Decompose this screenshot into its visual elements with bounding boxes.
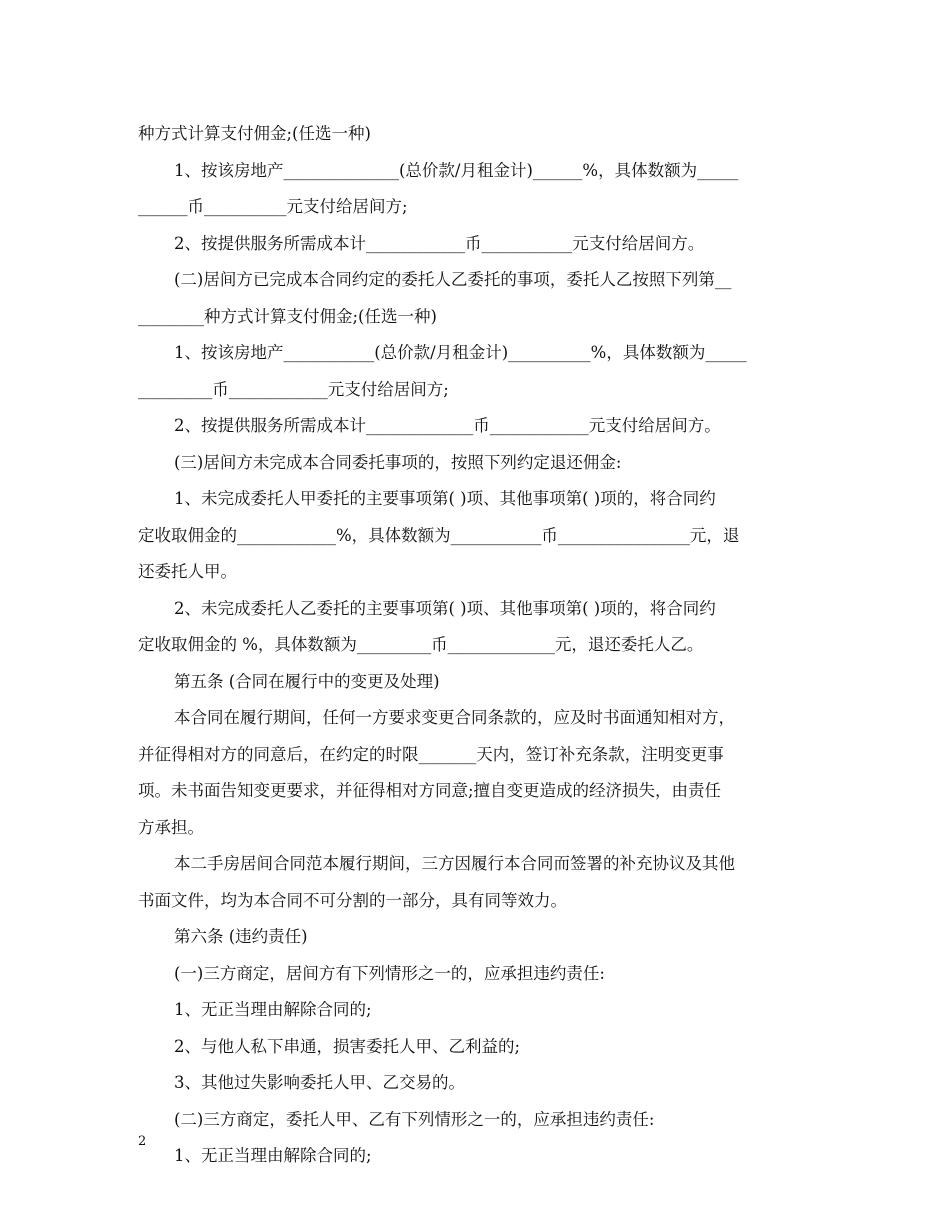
text-line: 还委托人甲。 bbox=[138, 562, 237, 581]
text-line: 定收取佣金的 %，具体数额为_________币_____________元，退还委托人乙。 bbox=[138, 635, 704, 654]
text-line: 3、其他过失影响委托人甲、乙交易的。 bbox=[174, 1073, 465, 1092]
text-line: 1、无正当理由解除合同的; bbox=[174, 1000, 372, 1019]
text-line: (三)居间方未完成本合同委托事项的，按照下列约定退还佣金: bbox=[174, 452, 622, 472]
text-line: 2、未完成委托人乙委托的主要事项第( )项、其他事项第( )项的，将合同约 bbox=[174, 598, 716, 618]
section-heading: 第六条 (违约责任) bbox=[174, 927, 308, 946]
text-line: 1、无正当理由解除合同的; bbox=[174, 1146, 372, 1165]
text-line: ______币__________元支付给居间方; bbox=[138, 197, 408, 216]
document-body bbox=[138, 116, 814, 1175]
text-line: (一)三方商定，居间方有下列情形之一的，应承担违约责任: bbox=[174, 963, 605, 983]
text-line: (二)三方商定，委托人甲、乙有下列情形之一的，应承担违约责任: bbox=[174, 1109, 655, 1129]
text-line: 本二手房居间合同范本履行期间，三方因履行本合同而签署的补充协议及其他 bbox=[174, 854, 735, 873]
section-heading: 第五条 (合同在履行中的变更及处理) bbox=[174, 671, 440, 691]
text-line: 2、按提供服务所需成本计_____________币____________元支付给居间方。 bbox=[174, 416, 721, 435]
text-line: 定收取佣金的____________%，具体数额为___________币________________元，退 bbox=[138, 525, 740, 545]
text-line: 本合同在履行期间，任何一方要求变更合同条款的，应及时书面通知相对方， bbox=[174, 708, 735, 727]
page-number: 2 bbox=[138, 1134, 147, 1149]
text-line: 1、按该房地产___________(总价款/月租金计)__________%，具体数额为_____ bbox=[174, 343, 747, 362]
text-line: _________币____________元支付给居间方; bbox=[138, 379, 449, 399]
text-line: 方承担。 bbox=[138, 817, 204, 837]
text-line: 种方式计算支付佣金;(任选一种) bbox=[138, 124, 371, 143]
text-line: 项。未书面告知变更要求，并征得相对方同意;擅自变更造成的经济损失，由责任 bbox=[138, 781, 722, 800]
text-line: 1、按该房地产______________(总价款/月租金计)______%，具体数额为_____ bbox=[174, 160, 739, 180]
text-line: 1、未完成委托人甲委托的主要事项第( )项、其他事项第( )项的，将合同约 bbox=[174, 489, 716, 508]
text-line: (二)居间方已完成本合同约定的委托人乙委托的事项，委托人乙按照下列第__ bbox=[174, 270, 732, 289]
text-line: 并征得相对方的同意后，在约定的时限_______天内，签订补充条款，注明变更事 bbox=[138, 744, 724, 764]
text-line: ________种方式计算支付佣金;(任选一种) bbox=[138, 306, 437, 326]
text-line: 2、与他人私下串通，损害委托人甲、乙利益的; bbox=[174, 1036, 521, 1056]
text-line: 书面文件，均为本合同不可分割的一部分，具有同等效力。 bbox=[138, 890, 567, 910]
text-line: 2、按提供服务所需成本计____________币___________元支付给居间方。 bbox=[174, 233, 705, 253]
